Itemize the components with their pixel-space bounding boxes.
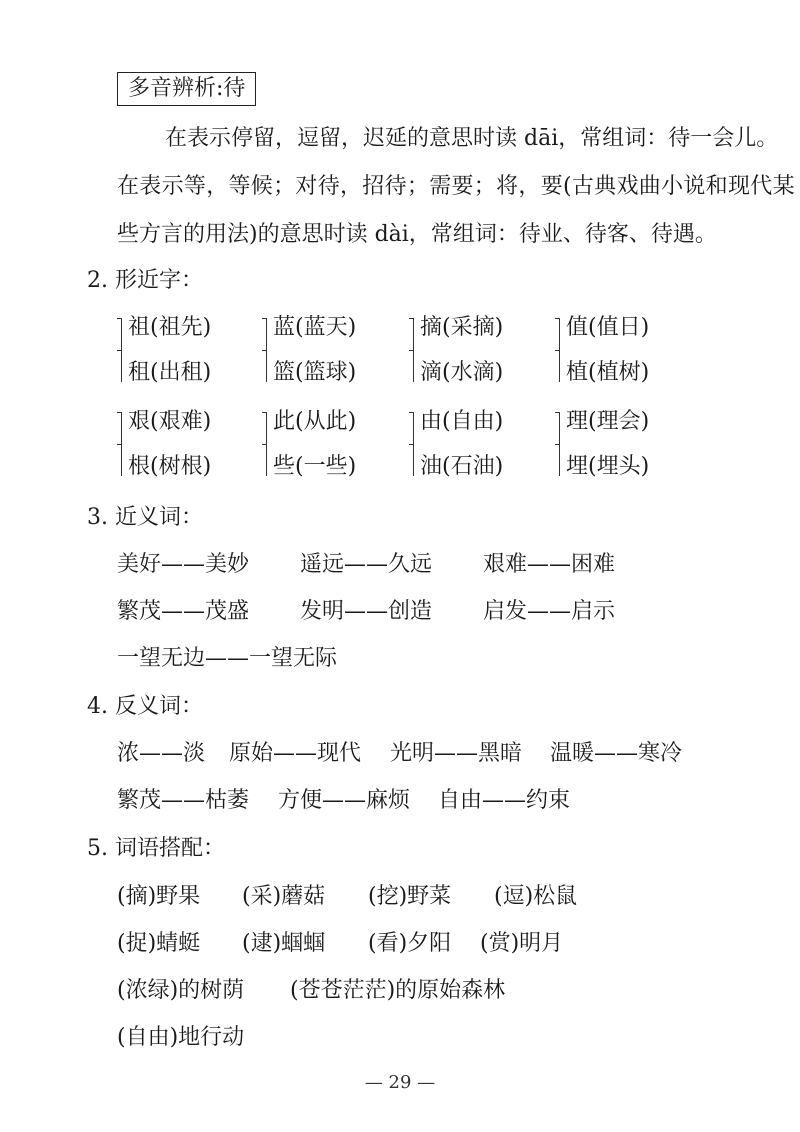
section-3-title: 3. 近义词： bbox=[87, 505, 203, 530]
similar-char-item: 理(理会) bbox=[566, 409, 650, 434]
antonym-pair: 浓——淡 bbox=[117, 741, 206, 766]
antonym-pair: 原始——现代 bbox=[229, 741, 362, 766]
similar-char-item: 祖(祖先) bbox=[128, 315, 212, 340]
synonym-pair: 艰难——困难 bbox=[483, 552, 616, 577]
collocation-item: (逗)松鼠 bbox=[494, 884, 578, 909]
similar-char-item: 些(一些) bbox=[273, 454, 357, 479]
synonym-pair: 繁茂——茂盛 bbox=[117, 599, 250, 624]
polyphone-box-title: 多音辨析:待 bbox=[117, 72, 256, 106]
synonym-pair: 启发——启示 bbox=[483, 599, 616, 624]
collocation-item: (苍苍茫茫)的原始森林 bbox=[290, 978, 506, 1003]
similar-char-item: 值(值日) bbox=[566, 315, 650, 340]
similar-char-item: 油(石油) bbox=[420, 454, 504, 479]
section-2-title: 2. 形近字： bbox=[87, 268, 203, 293]
section-4-title: 4. 反义词： bbox=[87, 694, 203, 719]
similar-char-item: 艰(艰难) bbox=[128, 409, 212, 434]
synonym-pair: 一望无边——一望无际 bbox=[117, 646, 338, 671]
similar-char-item: 滴(水滴) bbox=[420, 360, 504, 385]
section-5-title: 5. 词语搭配： bbox=[87, 836, 225, 861]
similar-char-item: 蓝(蓝天) bbox=[273, 315, 357, 340]
collocation-item: (赏)明月 bbox=[480, 931, 564, 956]
paragraph-line-2: 在表示等，等候；对待，招待；需要；将，要(古典戏曲小说和现代某 bbox=[117, 174, 795, 199]
similar-char-item: 篮(篮球) bbox=[273, 360, 357, 385]
antonym-pair: 自由——约束 bbox=[438, 788, 571, 813]
collocation-item: (看)夕阳 bbox=[368, 931, 452, 956]
similar-char-item: 根(树根) bbox=[128, 454, 212, 479]
similar-char-item: 此(从此) bbox=[273, 409, 357, 434]
antonym-pair: 方便——麻烦 bbox=[278, 788, 411, 813]
collocation-item: (采)蘑菇 bbox=[242, 884, 326, 909]
page-number: — 29 — bbox=[364, 1072, 436, 1093]
antonym-pair: 繁茂——枯萎 bbox=[117, 788, 250, 813]
similar-char-item: 摘(采摘) bbox=[420, 315, 504, 340]
collocation-item: (自由)地行动 bbox=[117, 1025, 245, 1050]
collocation-item: (捉)蜻蜓 bbox=[117, 931, 201, 956]
synonym-pair: 遥远——久远 bbox=[300, 552, 433, 577]
paragraph-line-3: 些方言的用法)的意思时读 dài，常组词：待业、待客、待遇。 bbox=[117, 222, 717, 247]
similar-char-item: 植(植树) bbox=[566, 360, 650, 385]
similar-char-item: 租(出租) bbox=[128, 360, 212, 385]
collocation-item: (摘)野果 bbox=[117, 884, 201, 909]
synonym-pair: 美好——美妙 bbox=[117, 552, 250, 577]
antonym-pair: 光明——黑暗 bbox=[390, 741, 523, 766]
similar-char-item: 由(自由) bbox=[420, 409, 504, 434]
collocation-item: (逮)蝈蝈 bbox=[242, 931, 326, 956]
collocation-item: (浓绿)的树荫 bbox=[117, 978, 245, 1003]
antonym-pair: 温暖——寒冷 bbox=[550, 741, 683, 766]
paragraph-line-1: 在表示停留，逗留，迟延的意思时读 dāi，常组词：待一会儿。 bbox=[165, 126, 779, 151]
collocation-item: (挖)野菜 bbox=[368, 884, 452, 909]
synonym-pair: 发明——创造 bbox=[300, 599, 433, 624]
similar-char-item: 埋(埋头) bbox=[566, 454, 650, 479]
